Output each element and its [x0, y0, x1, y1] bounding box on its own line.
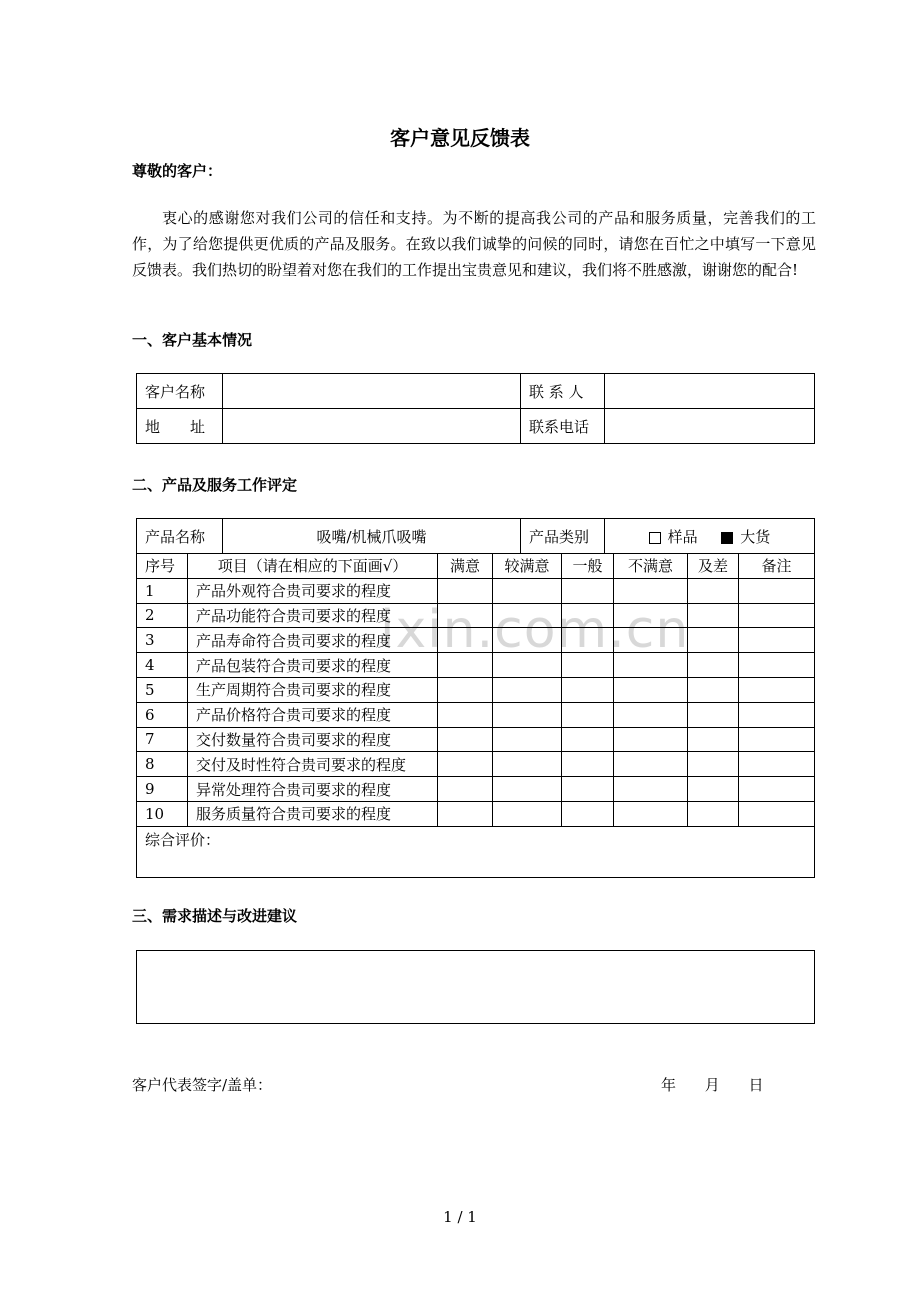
rating-cell-fairly-satisfied[interactable] [493, 801, 562, 826]
rating-cell-poor[interactable] [688, 653, 739, 678]
rating-cell-poor[interactable] [688, 628, 739, 653]
header-no: 序号 [137, 554, 188, 579]
rating-cell-average[interactable] [562, 777, 614, 802]
contact-label: 联 系 人 [521, 374, 605, 409]
row-item: 服务质量符合贵司要求的程度 [188, 801, 438, 826]
header-item: 项目（请在相应的下面画√） [188, 554, 438, 579]
rating-cell-average[interactable] [562, 578, 614, 603]
rating-cell-remarks[interactable] [739, 727, 815, 752]
rating-cell-satisfied[interactable] [438, 801, 493, 826]
row-number: 7 [137, 727, 188, 752]
rating-cell-dissatisfied[interactable] [614, 603, 688, 628]
rating-cell-fairly-satisfied[interactable] [493, 702, 562, 727]
row-item: 交付及时性符合贵司要求的程度 [188, 752, 438, 777]
bulk-option-label: 大货 [740, 527, 771, 546]
rating-cell-satisfied[interactable] [438, 603, 493, 628]
rating-cell-fairly-satisfied[interactable] [493, 752, 562, 777]
section3-heading: 三、需求描述与改进建议 [132, 907, 298, 925]
rating-cell-fairly-satisfied[interactable] [493, 578, 562, 603]
row-number: 9 [137, 777, 188, 802]
rating-cell-remarks[interactable] [739, 628, 815, 653]
row-item: 产品功能符合贵司要求的程度 [188, 603, 438, 628]
overall-evaluation-label: 综合评价： [145, 830, 221, 849]
rating-cell-remarks[interactable] [739, 603, 815, 628]
rating-cell-remarks[interactable] [739, 752, 815, 777]
rating-cell-average[interactable] [562, 727, 614, 752]
customer-name-label: 客户名称 [137, 374, 223, 409]
rating-row [137, 677, 815, 702]
row-number: 6 [137, 702, 188, 727]
product-info-table [136, 518, 815, 554]
rating-cell-satisfied[interactable] [438, 702, 493, 727]
product-name-value[interactable]: 吸嘴/机械爪吸嘴 [223, 519, 521, 554]
rating-cell-fairly-satisfied[interactable] [493, 603, 562, 628]
section1-heading: 一、客户基本情况 [132, 331, 253, 349]
header-remarks: 备注 [739, 554, 815, 579]
signature-label: 客户代表签字/盖单： [132, 1076, 273, 1094]
address-field[interactable] [223, 409, 521, 444]
row-item: 异常处理符合贵司要求的程度 [188, 777, 438, 802]
row-item: 产品寿命符合贵司要求的程度 [188, 628, 438, 653]
header-satisfied: 满意 [438, 554, 493, 579]
rating-cell-satisfied[interactable] [438, 727, 493, 752]
rating-row [137, 628, 815, 653]
phone-field[interactable] [605, 409, 815, 444]
rating-cell-satisfied[interactable] [438, 653, 493, 678]
rating-header-row [137, 554, 815, 579]
contact-field[interactable] [605, 374, 815, 409]
rating-cell-fairly-satisfied[interactable] [493, 727, 562, 752]
row-number: 3 [137, 628, 188, 653]
rating-cell-remarks[interactable] [739, 702, 815, 727]
rating-cell-remarks[interactable] [739, 777, 815, 802]
suggestions-field[interactable] [136, 950, 815, 1024]
phone-label: 联系电话 [521, 409, 605, 444]
watermark: ixin.com.cn [380, 600, 690, 660]
rating-cell-satisfied[interactable] [438, 628, 493, 653]
rating-cell-satisfied[interactable] [438, 752, 493, 777]
row-number: 2 [137, 603, 188, 628]
rating-cell-poor[interactable] [688, 702, 739, 727]
rating-cell-dissatisfied[interactable] [614, 777, 688, 802]
row-item: 产品外观符合贵司要求的程度 [188, 578, 438, 603]
rating-cell-dissatisfied[interactable] [614, 727, 688, 752]
overall-evaluation-field[interactable] [137, 826, 815, 877]
sample-checkbox-icon[interactable] [649, 532, 661, 544]
page-number: 1 / 1 [443, 1208, 477, 1226]
rating-cell-fairly-satisfied[interactable] [493, 677, 562, 702]
rating-cell-fairly-satisfied[interactable] [493, 653, 562, 678]
greeting: 尊敬的客户： [132, 162, 223, 180]
rating-row [137, 653, 815, 678]
rating-cell-poor[interactable] [688, 727, 739, 752]
product-name-label: 产品名称 [137, 519, 223, 554]
row-item: 交付数量符合贵司要求的程度 [188, 727, 438, 752]
header-dissatisfied: 不满意 [614, 554, 688, 579]
rating-cell-average[interactable] [562, 603, 614, 628]
row-number: 8 [137, 752, 188, 777]
row-number: 4 [137, 653, 188, 678]
rating-cell-fairly-satisfied[interactable] [493, 777, 562, 802]
rating-cell-poor[interactable] [688, 578, 739, 603]
header-average: 一般 [562, 554, 614, 579]
rating-cell-poor[interactable] [688, 801, 739, 826]
rating-cell-poor[interactable] [688, 603, 739, 628]
header-fairly-satisfied: 较满意 [493, 554, 562, 579]
rating-row [137, 702, 815, 727]
rating-cell-remarks[interactable] [739, 578, 815, 603]
rating-cell-fairly-satisfied[interactable] [493, 628, 562, 653]
rating-row [137, 727, 815, 752]
rating-cell-dissatisfied[interactable] [614, 578, 688, 603]
customer-name-field[interactable] [223, 374, 521, 409]
address-label: 地 址 [137, 409, 223, 444]
row-item: 生产周期符合贵司要求的程度 [188, 677, 438, 702]
row-number: 1 [137, 578, 188, 603]
rating-cell-average[interactable] [562, 653, 614, 678]
category-label: 产品类别 [521, 519, 605, 554]
rating-cell-average[interactable] [562, 801, 614, 826]
rating-cell-dissatisfied[interactable] [614, 801, 688, 826]
date-label: 年 月 日 [661, 1076, 764, 1094]
row-number: 5 [137, 677, 188, 702]
rating-cell-remarks[interactable] [739, 677, 815, 702]
rating-cell-dissatisfied[interactable] [614, 752, 688, 777]
rating-cell-satisfied[interactable] [438, 578, 493, 603]
rating-row [137, 752, 815, 777]
rating-cell-average[interactable] [562, 752, 614, 777]
rating-cell-average[interactable] [562, 677, 614, 702]
rating-row [137, 777, 815, 802]
rating-cell-remarks[interactable] [739, 653, 815, 678]
intro-paragraph: 衷心的感谢您对我们公司的信任和支持。为不断的提高我公司的产品和服务质量，完善我们的工作，为了给您提供更优质的产品及服务。在致以我们诚挚的问候的同时，请您在百忙之中填写一下意见反馈表。我们热切的盼望着对您在我们的工作提出宝贵意见和建议，我们将不胜感激，谢谢您的配合! [132, 209, 816, 279]
rating-row [137, 603, 815, 628]
rating-cell-dissatisfied[interactable] [614, 702, 688, 727]
rating-cell-average[interactable] [562, 702, 614, 727]
rating-cell-poor[interactable] [688, 677, 739, 702]
rating-cell-dissatisfied[interactable] [614, 677, 688, 702]
rating-row [137, 801, 815, 826]
sample-option-label: 样品 [667, 527, 698, 546]
bulk-checkbox-checked-icon[interactable] [721, 532, 733, 544]
customer-info-table [136, 373, 815, 444]
rating-row [137, 578, 815, 603]
rating-cell-average[interactable] [562, 628, 614, 653]
rating-table [136, 553, 815, 878]
rating-cell-remarks[interactable] [739, 801, 815, 826]
rating-cell-dissatisfied[interactable] [614, 628, 688, 653]
row-item: 产品包装符合贵司要求的程度 [188, 653, 438, 678]
rating-cell-satisfied[interactable] [438, 777, 493, 802]
category-options [605, 519, 815, 554]
rating-cell-poor[interactable] [688, 752, 739, 777]
header-poor: 及差 [688, 554, 739, 579]
rating-cell-poor[interactable] [688, 777, 739, 802]
rating-cell-dissatisfied[interactable] [614, 653, 688, 678]
rating-cell-satisfied[interactable] [438, 677, 493, 702]
row-number: 10 [137, 801, 188, 826]
section2-heading: 二、产品及服务工作评定 [132, 476, 298, 494]
page-title: 客户意见反馈表 [390, 126, 530, 150]
row-item: 产品价格符合贵司要求的程度 [188, 702, 438, 727]
